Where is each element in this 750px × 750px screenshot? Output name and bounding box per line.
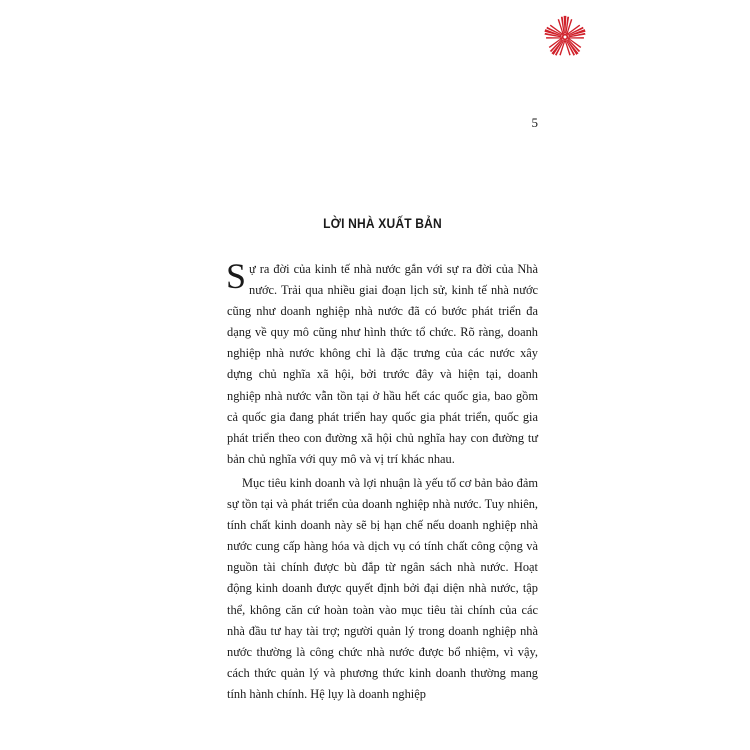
paragraph [226, 256, 538, 470]
body-text [226, 256, 538, 705]
publisher-star-logo-icon [542, 14, 588, 60]
paragraph: Mục tiêu kinh doanh và lợi nhuận là yếu tố cơ bản bảo đảm sự tồn tại và phát triển của doanh nghiệp nhà nước. Tuy nhiên, tính chất kinh doanh này sẽ bị hạn chế nếu doanh nghiệp nhà nước cung cấp hàng hóa và dịch vụ có tính chất công cộng và nguồn tài chính được bù đắp từ ngân sách nhà nước. Hoạt động kinh doanh được quyết định bởi đại diện nhà nước, tập thể, không căn cứ hoàn toàn vào mục tiêu tài chính của các nhà đầu tư hay tài trợ; người quản lý trong doanh nghiệp nhà nước thường là công chức nhà nước được bổ nhiệm, vì vậy, cách thức quản lý và phương thức kinh doanh thường mang tính hành chính. Hệ lụy là doanh nghiệp [227, 475, 538, 701]
drop-cap: S [226, 256, 247, 296]
paragraph-text: ự ra đời của kinh tế nhà nước gắn với sự ra đời của Nhà nước. Trải qua nhiều giai đoạn lịch sử, kinh tế nhà nước cũng như doanh nghiệp nhà nước đã có bước phát triển đa dạng về quy mô cũng như hình thức tổ chức. Rõ ràng, doanh nghiệp nhà nước không chỉ là đặc trưng của các nước xây dựng chủ nghĩa xã hội, bởi trước đây và hiện tại, doanh nghiệp nhà nước vẫn tồn tại ở hầu hết các quốc gia, bao gồm cả quốc gia đang phát triển hay quốc gia phát triển, quốc gia phát triển theo con đường xã hội chủ nghĩa hay con đường tư bản chủ nghĩa với quy mô và vị trí khác nhau. [227, 262, 538, 466]
page-number: 5 [531, 115, 538, 130]
page-title: LỜI NHÀ XUẤT BẢN [323, 215, 442, 231]
